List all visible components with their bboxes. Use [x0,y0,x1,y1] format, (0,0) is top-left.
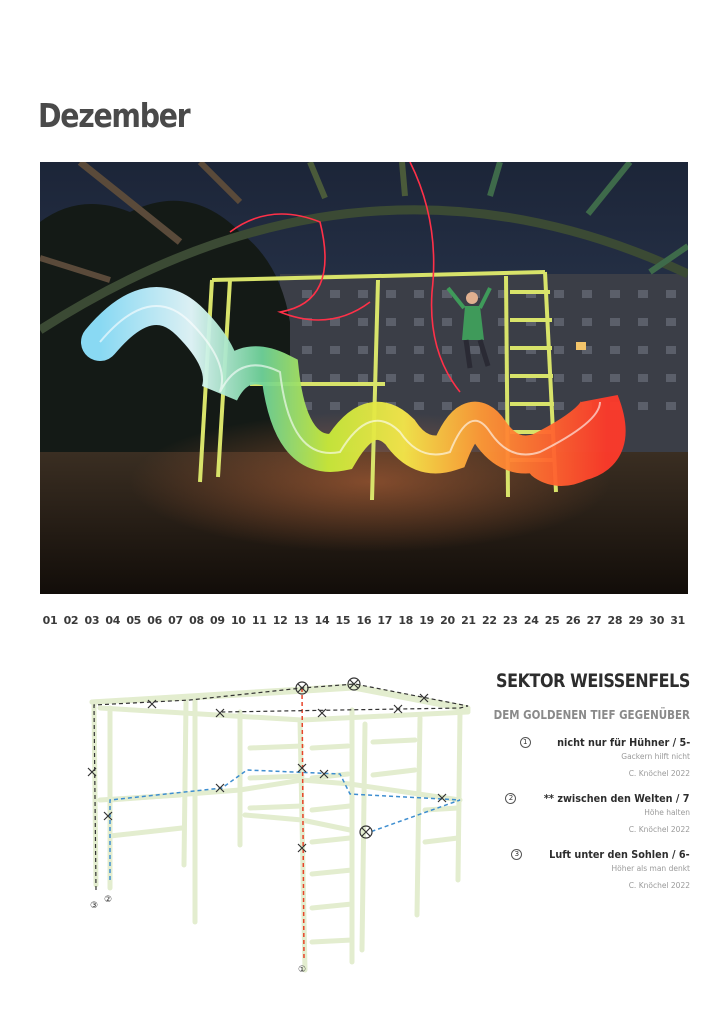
route-number: 1 [520,737,531,748]
sector-info [430,670,690,890]
route-entry [430,848,690,890]
calendar-photo [40,162,688,594]
day-number: 20 [440,614,455,627]
day-number: 27 [586,614,602,627]
route-description: Höher als man denkt [611,864,690,873]
day-number: 25 [544,614,560,627]
day-number: 05 [126,614,142,627]
route-author: C. Knöchel 2022 [628,769,690,778]
day-number: 28 [607,614,623,627]
day-number: 03 [84,614,100,627]
route-entry [430,792,690,834]
day-number: 04 [105,614,121,627]
route-author: C. Knöchel 2022 [628,825,690,834]
day-number: 08 [189,614,204,627]
route-description: Höhe halten [644,808,690,817]
day-number: 02 [63,614,79,627]
route-name: Luft unter den Sohlen / 6- [549,848,690,861]
topo-label-two: ② [104,895,113,905]
day-number: 24 [523,614,539,627]
route-author: C. Knöchel 2022 [628,881,690,890]
day-number: 06 [147,614,162,627]
route-number: 2 [505,793,516,804]
day-number: 17 [377,614,393,627]
day-number: 11 [251,614,267,627]
day-number: 10 [230,614,246,627]
day-number: 21 [461,614,476,627]
day-number: 09 [210,614,225,627]
month-title: Dezember [38,96,190,135]
day-number: 01 [42,614,58,627]
day-number: 12 [272,614,288,627]
day-number: 13 [293,614,309,627]
day-number: 14 [314,614,330,627]
day-number: 29 [628,614,644,627]
topo-label-one: ① [298,965,307,975]
sector-title: SEKTOR WEISSENFELS [496,670,690,692]
day-number: 07 [168,614,183,627]
topo-label-three: ③ [90,901,99,911]
day-number: 15 [335,614,351,627]
route-topo-diagram [40,660,480,990]
day-number: 31 [670,614,686,627]
day-number: 26 [565,614,581,627]
days-row [40,614,688,627]
day-number: 22 [482,614,497,627]
day-number: 16 [356,614,372,627]
route-description: Gackern hilft nicht [621,752,690,761]
route-name: ** zwischen den Welten / 7 [544,792,690,805]
day-number: 19 [419,614,434,627]
sector-subtitle: DEM GOLDENEN TIEF GEGENÜBER [493,708,690,722]
day-number: 30 [649,614,665,627]
day-number: 18 [398,614,414,627]
route-entry [430,736,690,778]
day-number: 23 [502,614,518,627]
route-number: 3 [511,849,522,860]
route-name: nicht nur für Hühner / 5- [556,736,690,749]
